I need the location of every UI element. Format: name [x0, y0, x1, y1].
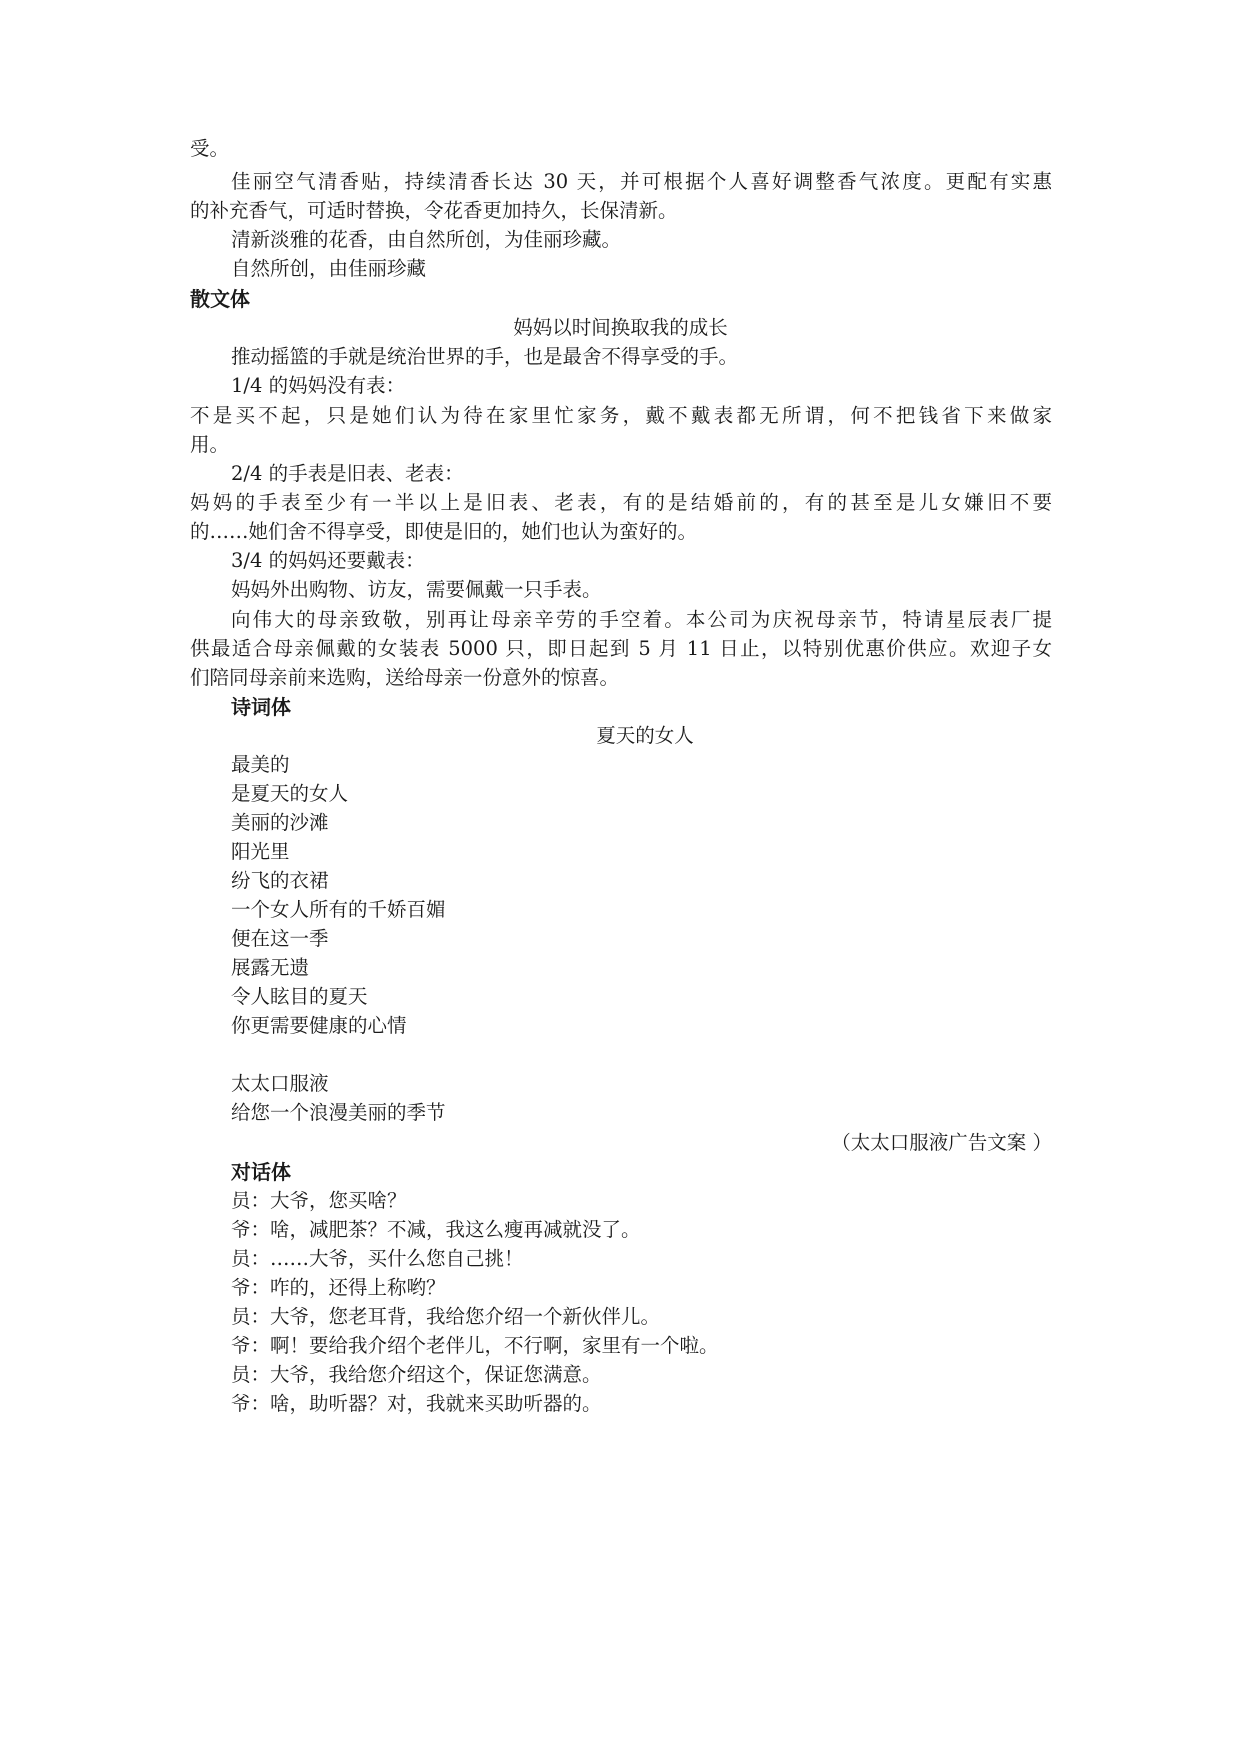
dialogue-line: 爷：啊！要给我介绍个老伴儿，不行啊，家里有一个啦。 [231, 1334, 719, 1357]
poem-line: 便在这一季 [231, 927, 329, 950]
dialogue-line: 员：……大爷，买什么您自己挑！ [231, 1247, 524, 1270]
poem-line: 太太口服液 [231, 1072, 329, 1095]
text-line: 推动摇篮的手就是统治世界的手，也是最舍不得享受的手。 [231, 345, 739, 368]
section-heading-prose: 散文体 [190, 287, 250, 311]
poem-line: 纷飞的衣裙 [231, 869, 329, 892]
text-line: 受。 [190, 137, 230, 160]
poem-line: 一个女人所有的千娇百媚 [231, 898, 446, 921]
poem-line: 你更需要健康的心情 [231, 1014, 407, 1037]
attribution: （太太口服液广告文案 ） [831, 1131, 1052, 1154]
text-line: 2/4 的手表是旧表、老表： [231, 462, 464, 485]
poem-title: 夏天的女人 [596, 724, 694, 747]
dialogue-line: 爷：啥，助听器？对，我就来买助听器的。 [231, 1392, 602, 1415]
dialogue-line: 爷：啥，减肥茶？不减，我这么瘦再减就没了。 [231, 1218, 641, 1241]
text-line: 妈妈外出购物、访友，需要佩戴一只手表。 [231, 578, 602, 601]
section-heading-poem: 诗词体 [231, 695, 291, 719]
poem-line: 令人眩目的夏天 [231, 985, 368, 1008]
text-line: 们陪同母亲前来选购，送给母亲一份意外的惊喜。 [190, 666, 620, 689]
poem-line: 给您一个浪漫美丽的季节 [231, 1101, 446, 1124]
dialogue-line: 员：大爷，您买啥？ [231, 1189, 407, 1212]
text-line: 1/4 的妈妈没有表： [231, 374, 406, 397]
text-line: 供最适合母亲佩戴的女装表 5000 只，即日起到 5 月 11 日止，以特别优惠价供应。欢迎子女 [190, 637, 1052, 660]
poem-line: 展露无遗 [231, 956, 310, 979]
dialogue-line: 爷：咋的，还得上称哟？ [231, 1276, 446, 1299]
text-line: 妈妈的手表至少有一半以上是旧表、老表，有的是结婚前的，有的甚至是儿女嫌旧不要 [190, 491, 1052, 514]
text-line: 不是买不起，只是她们认为待在家里忙家务，戴不戴表都无所谓，何不把钱省下来做家 [190, 404, 1052, 427]
poem-line: 美丽的沙滩 [231, 811, 329, 834]
text-line: 向伟大的母亲致敬，别再让母亲辛劳的手空着。本公司为庆祝母亲节，特请星辰表厂提 [231, 608, 1052, 631]
text-line: 的……她们舍不得享受，即使是旧的，她们也认为蛮好的。 [190, 520, 698, 543]
text-line: 佳丽空气清香贴，持续清香长达 30 天，并可根据个人喜好调整香气浓度。更配有实惠 [231, 170, 1052, 193]
article-title: 妈妈以时间换取我的成长 [513, 316, 728, 339]
text-line: 用。 [190, 433, 230, 456]
section-heading-dialogue: 对话体 [231, 1160, 291, 1184]
poem-line: 是夏天的女人 [231, 782, 349, 805]
poem-line: 阳光里 [231, 840, 290, 863]
poem-line: 最美的 [231, 753, 290, 776]
dialogue-line: 员：大爷，您老耳背，我给您介绍一个新伙伴儿。 [231, 1305, 661, 1328]
text-line: 自然所创，由佳丽珍藏 [231, 257, 427, 280]
dialogue-line: 员：大爷，我给您介绍这个，保证您满意。 [231, 1363, 602, 1386]
text-line: 清新淡雅的花香，由自然所创，为佳丽珍藏。 [231, 228, 622, 251]
text-line: 的补充香气，可适时替换，令花香更加持久，长保清新。 [190, 199, 678, 222]
text-line: 3/4 的妈妈还要戴表： [231, 549, 425, 572]
